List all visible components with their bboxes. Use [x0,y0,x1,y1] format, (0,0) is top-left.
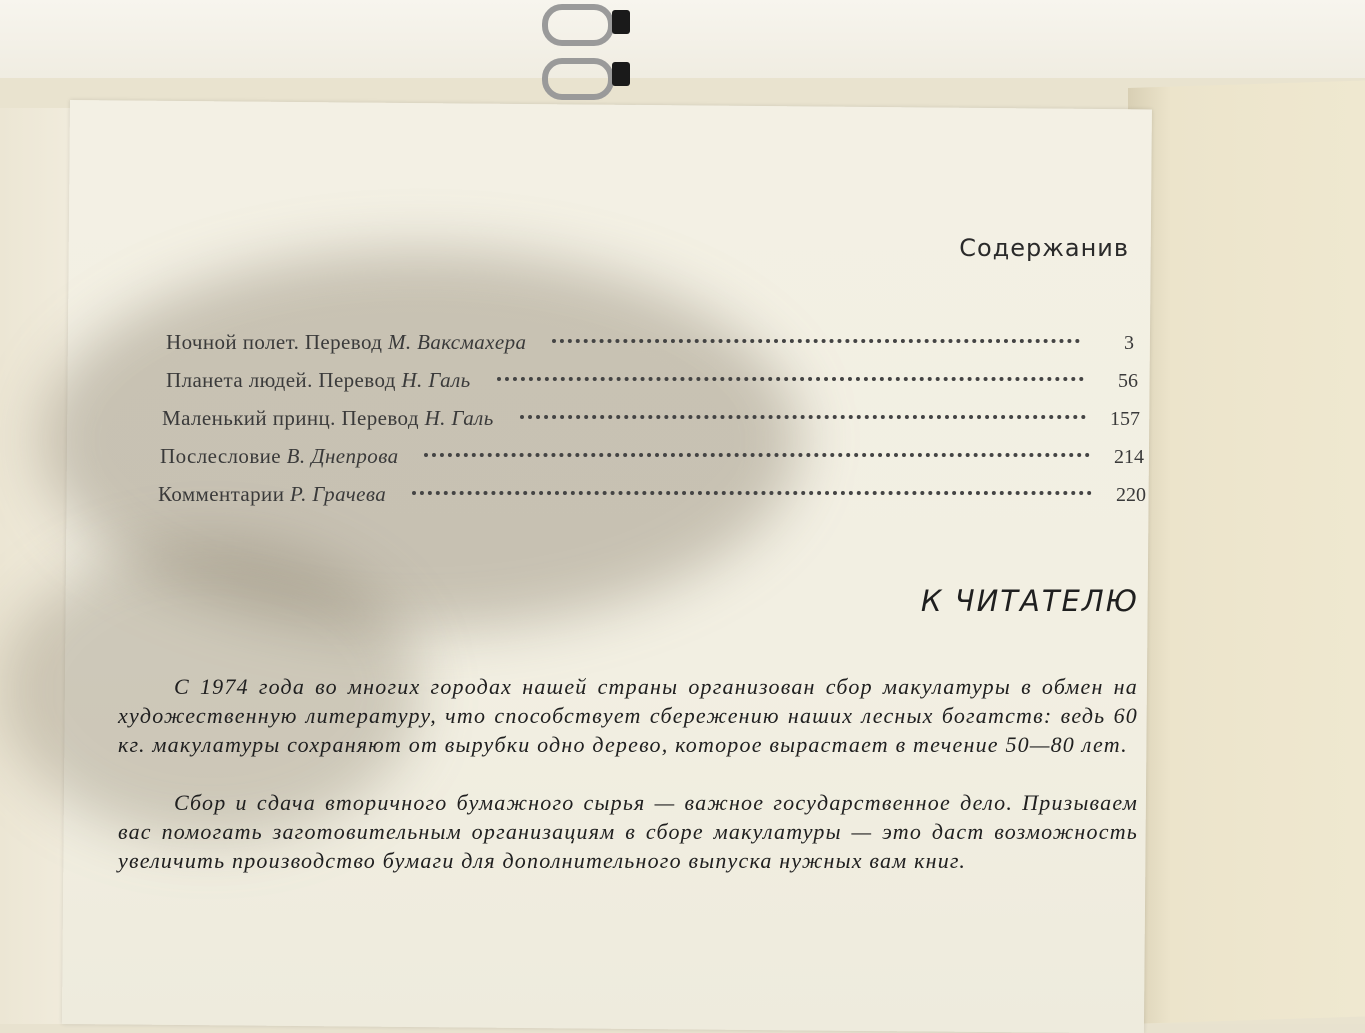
toc-dot-leader [520,415,1086,419]
binding-ring [542,4,614,46]
toc-entry-title: Послесловие В. Днепрова [160,444,399,468]
toc-page-number: 56 [1118,370,1138,392]
binding-ring [542,58,614,100]
toc-entry [160,444,1144,474]
toc-dot-leader [412,491,1092,495]
toc-dot-leader [497,377,1084,381]
toc-entry [158,482,1146,512]
toc-page-number: 3 [1124,332,1134,354]
contents-heading: Содержанив [959,234,1129,262]
toc-page-number: 214 [1114,446,1144,468]
toc-page-number: 157 [1110,408,1140,430]
toc-entry-title: Ночной полет. Перевод М. Ваксмахера [166,330,527,354]
binding-clip [612,10,630,34]
toc-entry-title: Комментарии Р. Грачева [158,482,387,506]
spiral-binding [520,0,650,110]
toc-entry [166,368,1138,398]
toc-dot-leader [424,453,1090,457]
toc-entry-title: Маленький принц. Перевод Н. Галь [162,406,494,430]
adjacent-page [1128,81,1365,1024]
toc-dot-leader [552,339,1080,343]
reader-paragraph-1: С 1974 года во многих городах нашей страны организован сбор макулатуры в обмен на художественную литературу, что способствует сбережению наших лесных богатств: ведь 60 кг. макулатуры сохраняют от вырубки одно дерево, которое вырастает в течение 50—80 лет. [118,674,1138,757]
toc-entry [166,330,1134,360]
binding-clip [612,62,630,86]
toc-entry-title: Планета людей. Перевод Н. Галь [166,368,471,392]
to-reader-heading: К ЧИТАТЕЛЮ [920,584,1139,618]
toc-entry [162,406,1140,436]
reader-paragraph-2: Сбор и сдача вторичного бумажного сырья — важное государственное дело. Призываем вас помогать заготовительным организациям в сборе макулатуры — это даст возможность увеличить производство бумаги для дополнительного выпуска нужных вам книг. [118,790,1138,873]
toc-page-number: 220 [1116,484,1146,506]
